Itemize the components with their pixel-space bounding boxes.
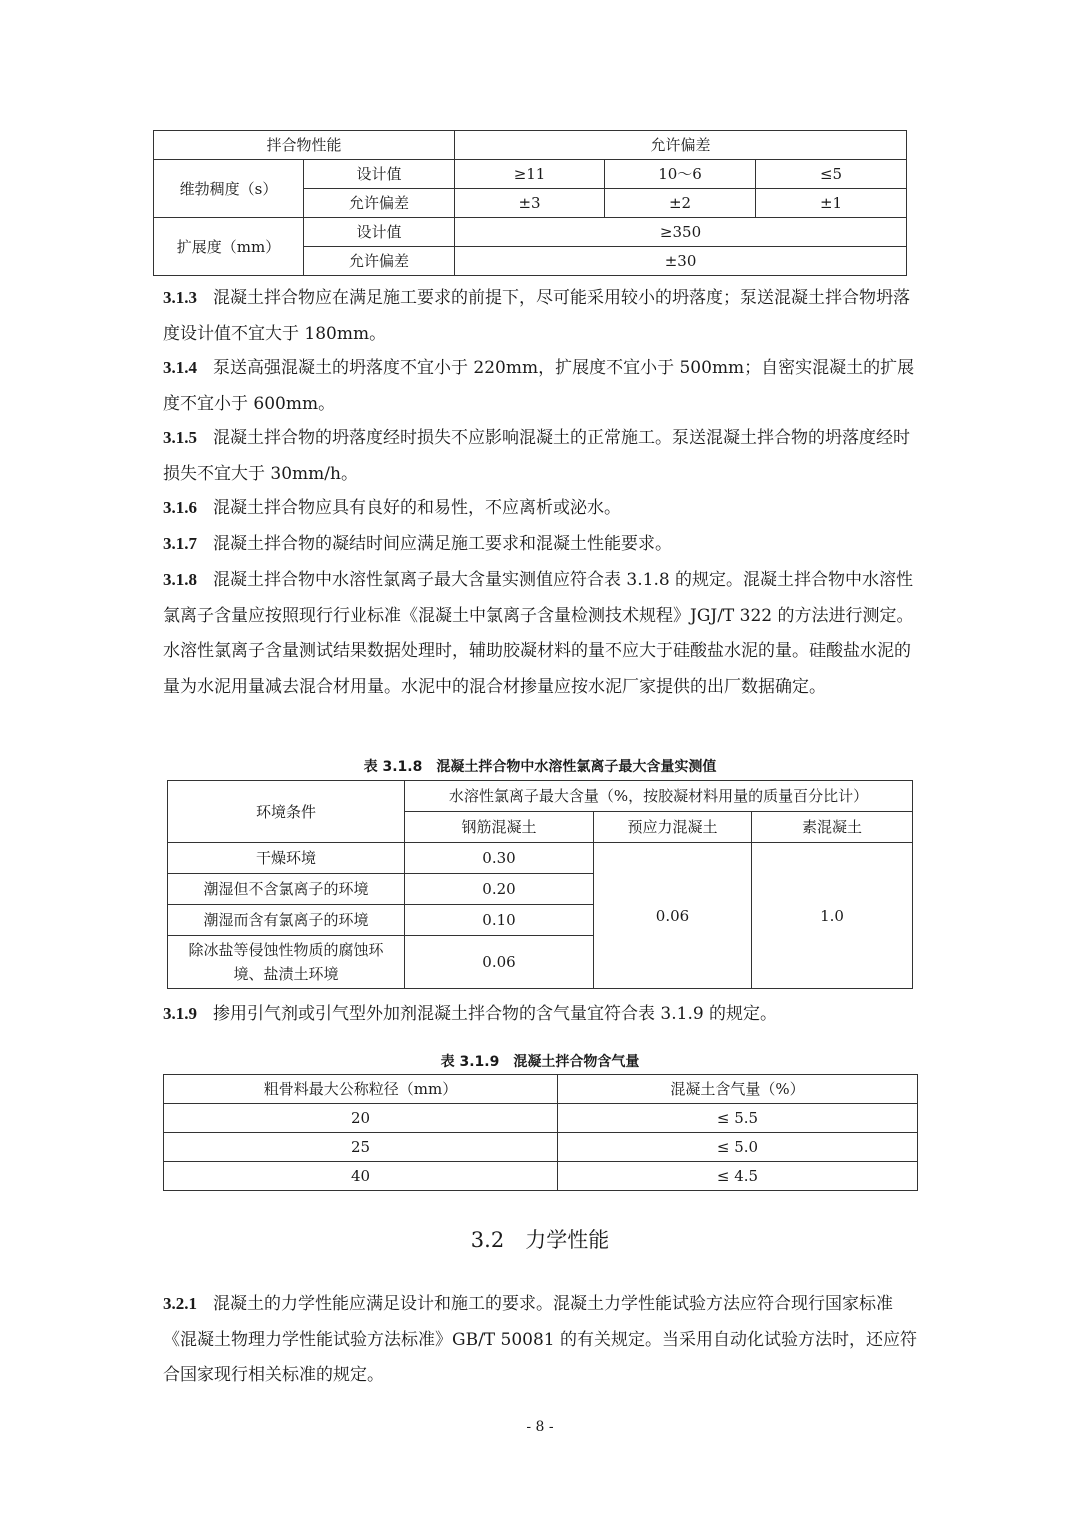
section-heading: 3.2 力学性能 xyxy=(470,1228,610,1252)
env-cell: 潮湿但不含氯离子的环境 xyxy=(168,874,405,905)
table-cell: ±2 xyxy=(605,189,756,218)
clause-number: 3.1.3 xyxy=(163,288,197,307)
sub-label: 允许偏差 xyxy=(304,247,455,276)
clause-number: 3.1.8 xyxy=(163,570,197,589)
table-cell: ±1 xyxy=(756,189,907,218)
table-header-cell: 预应力混凝土 xyxy=(594,812,752,843)
env-cell: 干燥环境 xyxy=(168,843,405,874)
table-cell: 0.06 xyxy=(405,936,594,989)
clause-text: 泵送高强混凝土的坍落度不宜小于 220mm，扩展度不宜小于 500mm；自密实混凝土的扩展度不宜小于 600mm。 xyxy=(163,358,915,414)
clause-3-1-8 xyxy=(163,562,923,705)
clause-text: 混凝土的力学性能应满足设计和施工的要求。混凝土力学性能试验方法应符合现行国家标准《混凝土物理力学性能试验方法标准》GB/T 50081 的有关规定。当采用自动化试验方法时，还应符合国家现行相关标准的规定。 xyxy=(163,1294,918,1385)
table-caption: 表 3.1.9 混凝土拌合物含气量 xyxy=(440,1054,640,1070)
table-header-cell: 拌合物性能 xyxy=(154,131,455,160)
table-cell: ≤ 4.5 xyxy=(558,1162,918,1191)
table-cell: 1.0 xyxy=(752,843,913,989)
table-cell: 40 xyxy=(164,1162,558,1191)
air-content-table xyxy=(163,1074,918,1191)
clause-number: 3.1.7 xyxy=(163,534,197,553)
table-header-cell: 水溶性氯离子最大含量（%，按胶凝材料用量的质量百分比计） xyxy=(405,781,913,812)
table-cell: ≤ 5.0 xyxy=(558,1133,918,1162)
clause-number: 3.1.6 xyxy=(163,498,197,517)
clause-text: 掺用引气剂或引气型外加剂混凝土拌合物的含气量宜符合表 3.1.9 的规定。 xyxy=(213,1004,778,1024)
clause-3-1-7 xyxy=(163,526,923,563)
sub-label: 允许偏差 xyxy=(304,189,455,218)
table-cell: 0.10 xyxy=(405,905,594,936)
table-cell: ≥350 xyxy=(455,218,907,247)
table-cell: 10～6 xyxy=(605,160,756,189)
table-cell: 0.06 xyxy=(594,843,752,989)
workability-table xyxy=(153,130,907,276)
clause-text: 混凝土拌合物的坍落度经时损失不应影响混凝土的正常施工。泵送混凝土拌合物的坍落度经时损失不宜大于 30mm/h。 xyxy=(163,428,910,484)
table-cell: ≤ 5.5 xyxy=(558,1104,918,1133)
clause-3-1-3 xyxy=(163,280,923,352)
table-cell: 0.30 xyxy=(405,843,594,874)
row-label-vebe: 维勃稠度（s） xyxy=(154,160,304,218)
page-number: - 8 - xyxy=(526,1419,554,1435)
clause-text: 混凝土拌合物中水溶性氯离子最大含量实测值应符合表 3.1.8 的规定。混凝土拌合物中水溶性氯离子含量应按照现行行业标准《混凝土中氯离子含量检测技术规程》JGJ/T 322 的方法进行测定。水溶性氯离子含量测试结果数据处理时，辅助胶凝材料的量不应大于硅酸盐水泥的量。硅酸盐水泥的量为水泥用量减去混合材用量。水泥中的混合材掺量应按水泥厂家提供的出厂数据确定。 xyxy=(163,570,914,697)
table-cell: ≥11 xyxy=(455,160,605,189)
table-header-cell: 钢筋混凝土 xyxy=(405,812,594,843)
clause-text: 混凝土拌合物的凝结时间应满足施工要求和混凝土性能要求。 xyxy=(213,534,672,554)
env-cell: 除冰盐等侵蚀性物质的腐蚀环境、盐渍土环境 xyxy=(168,936,405,989)
table-caption: 表 3.1.8 混凝土拌合物中水溶性氯离子最大含量实测值 xyxy=(363,759,717,775)
clause-3-2-1 xyxy=(163,1286,923,1394)
clause-number: 3.2.1 xyxy=(163,1294,197,1313)
clause-3-1-9 xyxy=(163,996,923,1033)
table-cell: ≤5 xyxy=(756,160,907,189)
sub-label: 设计值 xyxy=(304,160,455,189)
clause-text: 混凝土拌合物应具有良好的和易性，不应离析或泌水。 xyxy=(213,498,621,518)
table-header-cell: 粗骨料最大公称粒径（mm） xyxy=(164,1075,558,1104)
clause-text: 混凝土拌合物应在满足施工要求的前提下，尽可能采用较小的坍落度；泵送混凝土拌合物坍落度设计值不宜大于 180mm。 xyxy=(163,288,910,344)
clause-number: 3.1.4 xyxy=(163,358,197,377)
clause-3-1-4 xyxy=(163,350,923,422)
sub-label: 设计值 xyxy=(304,218,455,247)
table-cell: 25 xyxy=(164,1133,558,1162)
table-header-cell: 混凝土含气量（%） xyxy=(558,1075,918,1104)
row-label-spread: 扩展度（mm） xyxy=(154,218,304,276)
table-cell: 20 xyxy=(164,1104,558,1133)
table-header-cell: 环境条件 xyxy=(168,781,405,843)
clause-3-1-6 xyxy=(163,490,923,527)
table-cell: ±3 xyxy=(455,189,605,218)
clause-number: 3.1.5 xyxy=(163,428,197,447)
table-cell: 0.20 xyxy=(405,874,594,905)
table-header-cell: 素混凝土 xyxy=(752,812,913,843)
clause-number: 3.1.9 xyxy=(163,1004,197,1023)
table-header-cell: 允许偏差 xyxy=(455,131,907,160)
env-cell: 潮湿而含有氯离子的环境 xyxy=(168,905,405,936)
clause-3-1-5 xyxy=(163,420,923,492)
table-cell: ±30 xyxy=(455,247,907,276)
chloride-table xyxy=(167,780,913,989)
